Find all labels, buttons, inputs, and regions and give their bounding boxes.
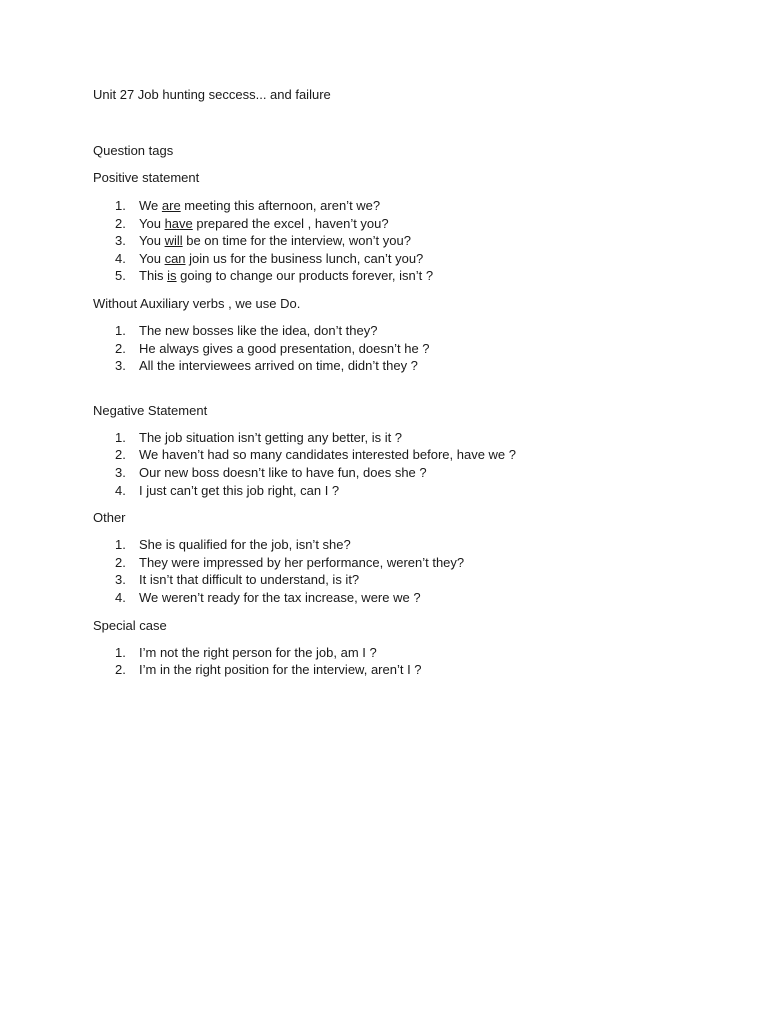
list-item: 4. We weren’t ready for the tax increase, were we ? [115,589,421,605]
heading-negative-statement: Negative Statement [93,402,208,418]
list-item: 4. I just can’t get this job right, can I ? [115,482,340,498]
other-list [93,536,713,606]
list-item: 2. I’m in the right position for the interview, aren’t I ? [115,662,422,678]
list-item: 2. You have prepared the excel , haven’t you? [115,215,389,231]
underlined-auxiliary: have [164,215,193,231]
without-auxiliary-list [93,322,713,375]
list-item: 1. She is qualified for the job, isn’t she? [115,537,351,553]
heading-special-case: Special case [93,617,167,633]
heading-without-auxiliary: Without Auxiliary verbs , we use Do. [93,295,301,311]
list-item: 2. They were impressed by her performance, weren’t they? [115,554,465,570]
heading-question-tags: Question tags [93,143,174,158]
negative-statement-list [93,429,713,499]
list-item: 3. You will be on time for the interview, won’t you? [115,233,411,249]
special-case-list [93,644,713,679]
list-item: 1. The new bosses like the idea, don’t they? [115,322,378,338]
underlined-auxiliary: will [164,233,183,249]
list-item: 3. It isn’t that difficult to understand, is it? [115,572,360,588]
underlined-auxiliary: are [161,198,181,213]
heading-other: Other [93,510,126,526]
underlined-auxiliary: is [167,268,177,284]
list-item: 2. He always gives a good presentation, doesn’t he ? [115,340,430,356]
list-item: 3. All the interviewees arrived on time, didn’t they ? [115,358,418,374]
list-item: 5. This is going to change our products forever, isn’t ? [115,268,434,284]
list-item: 1. The job situation isn’t getting any better, is it ? [115,429,403,445]
positive-statement-list [93,197,713,285]
underlined-auxiliary: can [164,250,186,266]
document-page [93,86,713,679]
list-item: 4. You can join us for the business lunch, can’t you? [115,250,424,266]
document-title: Unit 27 Job hunting seccess... and failure [93,87,331,102]
list-item: 1. I’m not the right person for the job, am I ? [115,644,377,660]
list-item: 2. We haven’t had so many candidates interested before, have we ? [115,447,516,463]
list-item: 3. Our new boss doesn’t like to have fun, does she ? [115,464,427,480]
list-item: 1. We are meeting this afternoon, aren’t we? [115,198,381,213]
heading-positive-statement: Positive statement [93,170,200,185]
